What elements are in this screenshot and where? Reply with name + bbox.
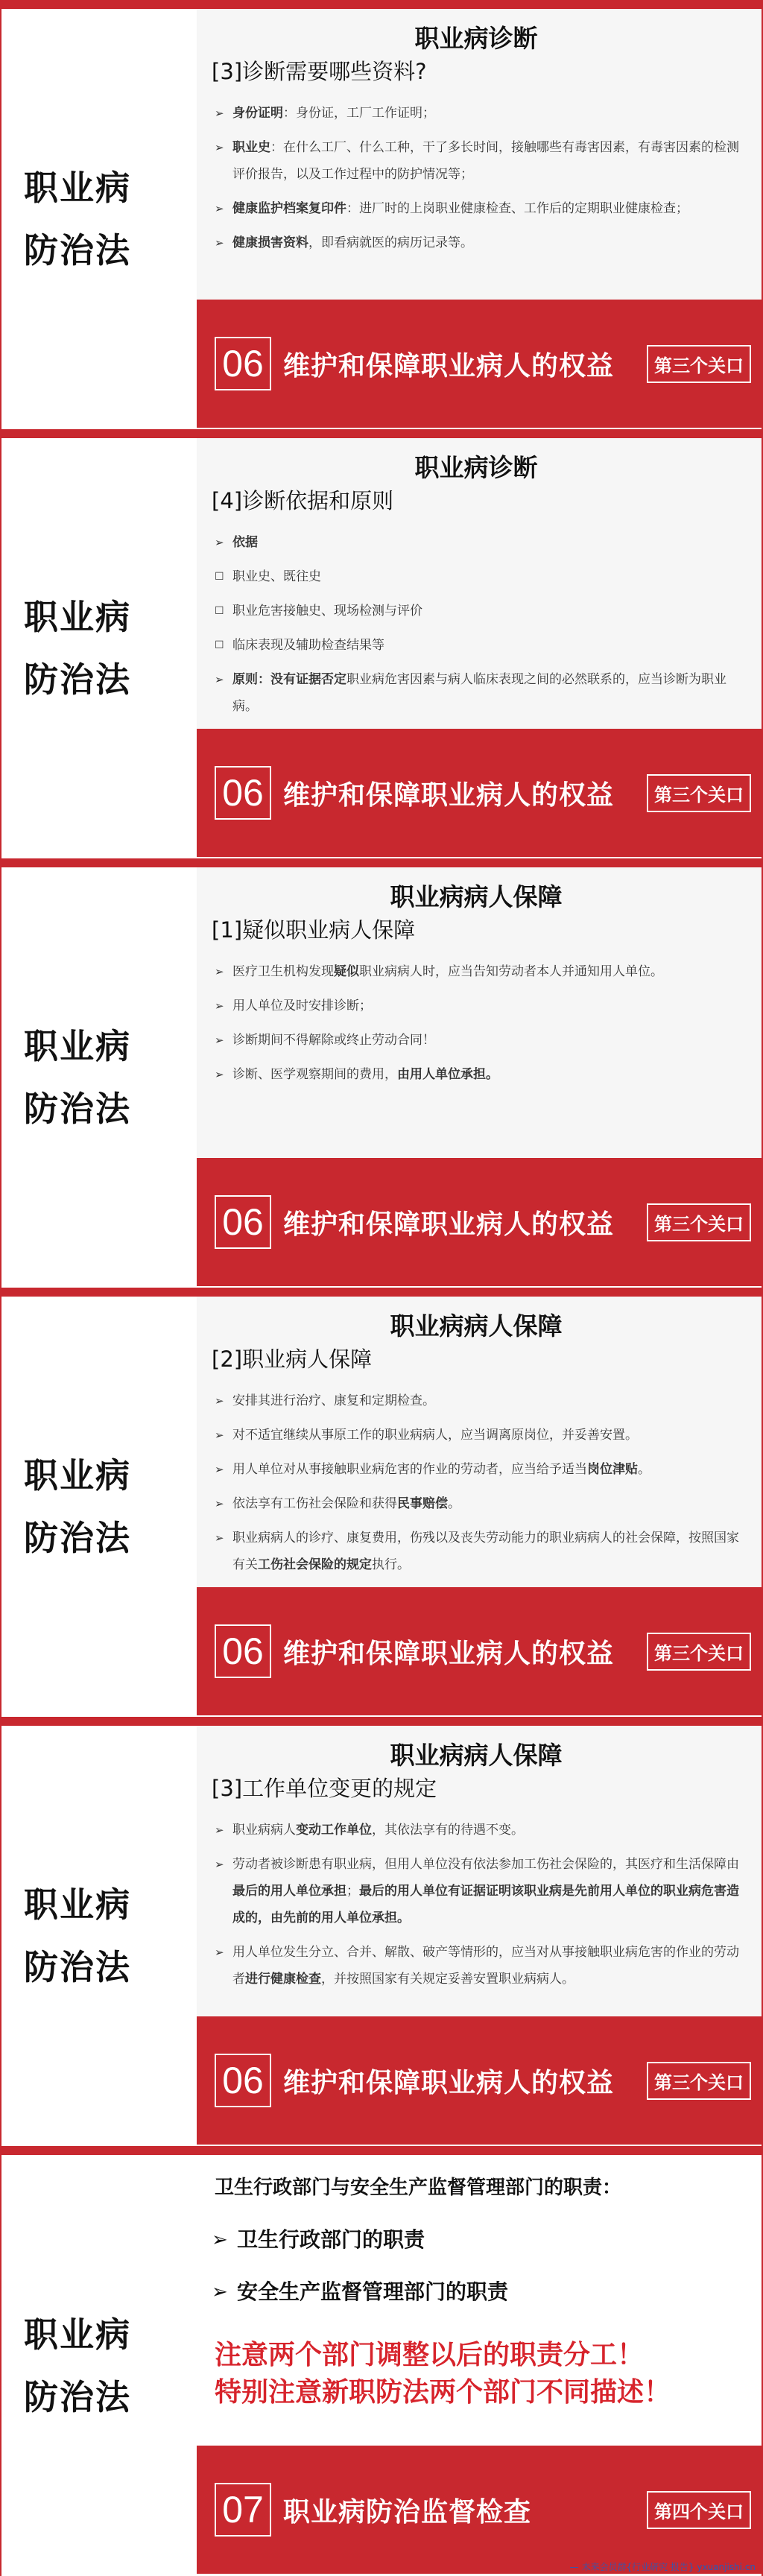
list-item (212, 1027, 741, 1054)
arrow-bullet-icon: ➢ (215, 673, 224, 686)
arrow-bullet-icon: ➢ (215, 202, 224, 215)
section-heading: 维护和保障职业病人的权益 (283, 1638, 615, 1669)
side-label-line-1: 职业病 (24, 597, 131, 637)
slide-title: 职业病病人保障 (390, 1741, 563, 1770)
checkbox-bullet-icon: ☐ (215, 571, 224, 583)
item-text: 用人单位对从事接触职业病危害的作业的劳动者，应当给予适当 (232, 1462, 587, 1477)
bold-text: 最后的用人单位承担 (232, 1884, 346, 1899)
list-item (212, 1061, 741, 1088)
checkpoint-tag: 第三个关口 (647, 1633, 751, 1671)
side-label-line-1: 职业病 (24, 168, 131, 208)
arrow-bullet-icon: ➢ (215, 536, 224, 549)
item-text: 职业病病人时，应当告知劳动者本人并通知用人单位。 (359, 964, 663, 979)
section-banner (197, 729, 762, 857)
slide (0, 0, 763, 429)
list-item (212, 1817, 741, 1844)
slide (0, 429, 763, 858)
arrow-bullet-icon: ➢ (215, 1823, 224, 1837)
list-item (212, 1525, 741, 1578)
side-label (1, 867, 197, 1288)
checkbox-bullet-icon: ☐ (215, 639, 224, 651)
item-text: 。 (638, 1462, 650, 1477)
item-text: ：身份证，工厂工作证明； (283, 106, 435, 121)
side-label (1, 438, 197, 858)
slide (0, 1288, 763, 1717)
item-text: ：进厂时的上岗职业健康检查、工作后的定期职业健康检查； (346, 201, 688, 216)
bold-text: 疑似 (334, 964, 359, 979)
list-item (212, 1456, 741, 1483)
checkpoint-tag: 第三个关口 (647, 1203, 751, 1241)
list-item (212, 1422, 741, 1449)
side-label (1, 2155, 197, 2576)
item-text: 职业危害接触史、现场检测与评价 (232, 604, 422, 618)
arrow-bullet-icon: ➢ (215, 107, 224, 120)
arrow-bullet-icon: ➢ (215, 965, 224, 978)
list-item (212, 598, 741, 624)
item-text: 职业病病人 (232, 1823, 296, 1838)
side-label-line-2: 防治法 (24, 1947, 131, 1987)
list-item (212, 958, 741, 985)
slide (0, 1717, 763, 2146)
section-heading: 维护和保障职业病人的权益 (283, 2067, 615, 2098)
side-label-line-1: 职业病 (24, 1455, 131, 1496)
section-number: 06 (215, 2054, 271, 2107)
slide-title: 职业病病人保障 (390, 882, 563, 911)
side-label-line-2: 防治法 (24, 2376, 131, 2417)
slide-subtitle: [3]工作单位变更的规定 (212, 1776, 437, 1801)
item-text: 安排其进行治疗、康复和定期检查。 (232, 1393, 435, 1408)
bullet-list (212, 529, 741, 720)
bullet-list (204, 2225, 741, 2307)
bullet-list (212, 1387, 741, 1578)
arrow-bullet-icon: ➢ (215, 999, 224, 1013)
content-panel (197, 867, 762, 1158)
bold-text: 民事赔偿 (397, 1496, 448, 1511)
content-panel (197, 1726, 762, 2016)
item-text: 依法享有工伤社会保险和获得 (232, 1496, 397, 1511)
item-text: ； (346, 1884, 359, 1899)
item-text: 。 (448, 1496, 460, 1511)
list-item (212, 1851, 741, 1931)
slide (0, 858, 763, 1288)
content-panel (197, 2155, 762, 2446)
checkpoint-tag: 第三个关口 (647, 2062, 751, 2100)
item-text: 用人单位及时安排诊断； (232, 999, 372, 1013)
section-number: 07 (215, 2483, 271, 2537)
item-text: ：在什么工厂、什么工种，干了多长时间，接触哪些有毒害因素，有毒害因素的检测评价报告，以及工作过程中的防护情况等； (232, 140, 739, 182)
slide-subtitle: [2]职业病人保障 (212, 1346, 373, 1372)
arrow-bullet-icon: ➢ (215, 1428, 224, 1442)
list-item (212, 195, 741, 222)
item-text: 安全生产监督管理部门的职责 (237, 2279, 509, 2304)
item-text: 执行。 (372, 1557, 410, 1572)
content-panel (197, 1297, 762, 1587)
item-text: ，其依法享有的待遇不变。 (372, 1823, 524, 1838)
item-text: 用人单位发生分立、合并、解散、破产等情形的，应当对从事接触职业病危害的作业的劳动者 (232, 1945, 739, 1987)
item-text: 劳动者被诊断患有职业病，但用人单位没有依法参加工伤社会保险的，其医疗和生活保障由 (232, 1857, 739, 1872)
section-heading: 维护和保障职业病人的权益 (283, 1209, 615, 1240)
section-heading: 维护和保障职业病人的权益 (283, 350, 615, 382)
section-number: 06 (215, 337, 271, 390)
side-label (1, 1726, 197, 2146)
slide-title: 职业病病人保障 (390, 1311, 563, 1341)
list-item (212, 632, 741, 659)
content-panel (197, 438, 762, 729)
watermark: — 未来会员群{行业研究 报告} yxuanjishi.cn (569, 2562, 756, 2572)
section-banner (197, 2016, 762, 2145)
item-text: 职业病危害因素与病人临床表现之间的必然联系的，应当诊断为职业病。 (232, 672, 726, 714)
arrow-bullet-icon: ➢ (215, 141, 224, 154)
item-text: 诊断、医学观察期间的费用， (232, 1067, 397, 1082)
list-item (204, 2277, 741, 2307)
slide-subtitle: [4]诊断依据和原则 (212, 488, 394, 513)
section-banner (197, 1158, 762, 1286)
notice-line: 特别注意新职防法两个部门不同描述！ (215, 2377, 671, 2408)
item-text: 诊断期间不得解除或终止劳动合同！ (232, 1033, 435, 1048)
list-item (204, 2225, 741, 2255)
section-banner (197, 2446, 762, 2574)
side-label-line-2: 防治法 (24, 1518, 131, 1558)
bold-text: 原则：没有证据否定 (232, 672, 346, 687)
bold-text: 岗位津贴 (587, 1462, 638, 1477)
list-item (212, 134, 741, 188)
arrow-bullet-icon: ➢ (215, 1858, 224, 1871)
section-heading: 维护和保障职业病人的权益 (283, 779, 615, 811)
arrow-bullet-icon: ➢ (215, 1034, 224, 1047)
bold-text: 变动工作单位 (296, 1823, 372, 1838)
section-number: 06 (215, 1624, 271, 1678)
item-text: 临床表现及辅助检查结果等 (232, 638, 384, 653)
list-item (212, 1490, 741, 1517)
checkpoint-tag: 第三个关口 (647, 345, 751, 383)
arrow-bullet-icon: ➢ (212, 2281, 228, 2303)
list-item (212, 529, 741, 556)
list-item (212, 563, 741, 590)
section-banner (197, 300, 762, 428)
item-text: 职业史、既往史 (232, 569, 321, 584)
list-item (212, 1387, 741, 1414)
item-text: ，并按照国家有关规定妥善安置职业病病人。 (321, 1972, 574, 1987)
item-text: 职业病病人的诊疗、康复费用，伤残以及丧失劳动能力的职业病病人的社会保障，按照国家有关 (232, 1531, 739, 1572)
checkbox-bullet-icon: ☐ (215, 605, 224, 617)
arrow-bullet-icon: ➢ (215, 1946, 224, 1959)
item-text: 对不适宜继续从事原工作的职业病病人，应当调离原岗位，并妥善安置。 (232, 1428, 638, 1443)
item-text: ，即看病就医的病历记录等。 (308, 235, 473, 250)
list-item (212, 230, 741, 256)
bold-text: 身份证明 (232, 106, 283, 121)
bold-text: 工伤社会保险的规定 (258, 1557, 372, 1572)
bold-text: 由用人单位承担。 (397, 1067, 498, 1082)
arrow-bullet-icon: ➢ (215, 1463, 224, 1476)
side-label-line-1: 职业病 (24, 2314, 131, 2355)
bullet-list (212, 100, 741, 256)
side-label-line-1: 职业病 (24, 1026, 131, 1066)
section-number: 06 (215, 1195, 271, 1249)
checkpoint-tag: 第四个关口 (647, 2491, 751, 2529)
bold-text: 健康损害资料 (232, 235, 308, 250)
bold-text: 依据 (232, 535, 258, 550)
side-label-line-2: 防治法 (24, 230, 131, 270)
arrow-bullet-icon: ➢ (215, 1531, 224, 1545)
side-label-line-2: 防治法 (24, 659, 131, 700)
list-item (212, 1939, 741, 1993)
slide-title: 职业病诊断 (414, 24, 538, 53)
list-item (212, 100, 741, 127)
slide (0, 2146, 763, 2576)
slide-title: 职业病诊断 (414, 453, 538, 482)
section-banner (197, 1587, 762, 1715)
section-heading: 职业病防治监督检查 (283, 2496, 532, 2528)
slide-subtitle: [1]疑似职业病人保障 (212, 917, 416, 943)
notice-line: 注意两个部门调整以后的职责分工！ (215, 2340, 645, 2370)
bullet-list (212, 1817, 741, 1993)
slide-title: 卫生行政部门与安全生产监督管理部门的职责： (215, 2177, 622, 2199)
side-label-line-2: 防治法 (24, 1089, 131, 1129)
slide-subtitle: [3]诊断需要哪些资料? (212, 59, 427, 84)
arrow-bullet-icon: ➢ (215, 1394, 224, 1408)
item-text: 医疗卫生机构发现 (232, 964, 334, 979)
bold-text: 进行健康检查 (245, 1972, 321, 1987)
bold-text: 健康监护档案复印件 (232, 201, 346, 216)
list-item (212, 993, 741, 1019)
arrow-bullet-icon: ➢ (215, 1497, 224, 1510)
arrow-bullet-icon: ➢ (215, 236, 224, 250)
arrow-bullet-icon: ➢ (212, 2229, 228, 2251)
list-item (212, 666, 741, 720)
bold-text: 最后的用人单位有证据证明该职业病是先前用人单位的职业病危害造成的，由先前的用人单位承担。 (232, 1884, 739, 1925)
notice-block (204, 2337, 741, 2411)
section-number: 06 (215, 766, 271, 820)
side-label-line-1: 职业病 (24, 1884, 131, 1925)
content-panel (197, 9, 762, 300)
bullet-list (212, 958, 741, 1088)
side-label (1, 1297, 197, 1717)
bold-text: 职业史 (232, 140, 270, 155)
arrow-bullet-icon: ➢ (215, 1068, 224, 1081)
checkpoint-tag: 第三个关口 (647, 774, 751, 812)
side-label (1, 9, 197, 429)
item-text: 卫生行政部门的职责 (237, 2227, 425, 2252)
